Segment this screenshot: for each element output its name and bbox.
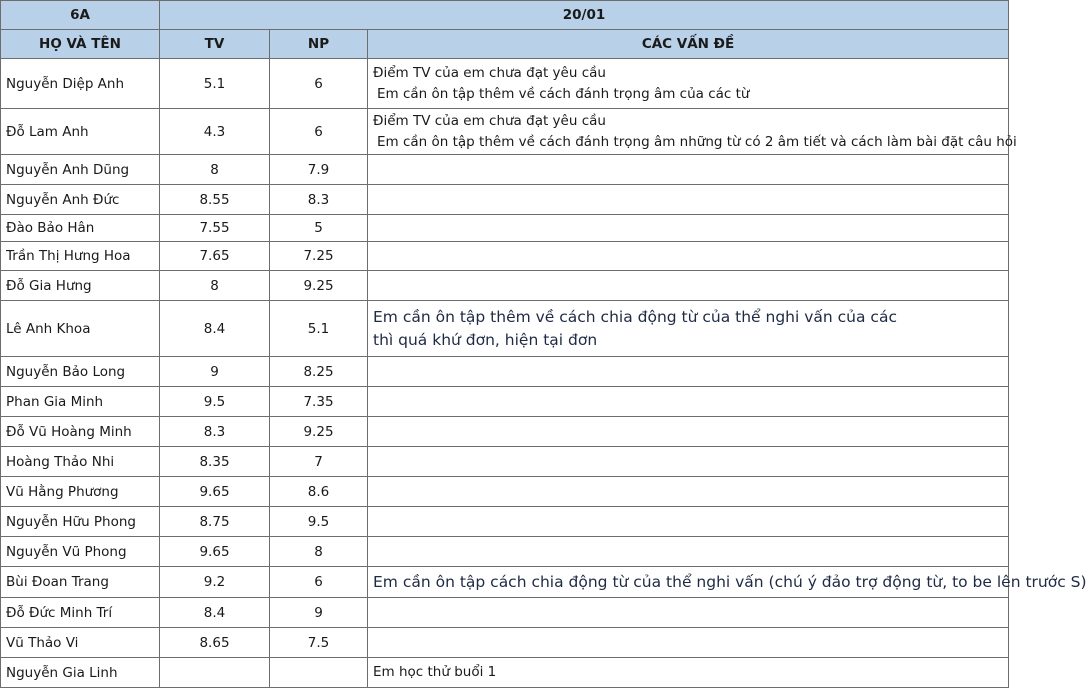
issue-line: Em cần ôn tập thêm về cách đánh trọng âm của các từ [377, 85, 750, 102]
table-row [1, 185, 1009, 215]
tv-score-cell[interactable]: 8 [160, 155, 270, 185]
col-header-name: HỌ VÀ TÊN [1, 30, 160, 59]
student-name-cell[interactable]: Đỗ Lam Anh [1, 109, 160, 155]
np-score-cell[interactable]: 6 [270, 59, 368, 109]
table-row [1, 387, 1009, 417]
table-row [1, 59, 1009, 109]
tv-score-cell[interactable]: 8.55 [160, 185, 270, 215]
np-score-cell[interactable]: 9.25 [270, 417, 368, 447]
issues-cell[interactable] [368, 477, 1009, 507]
table-row [1, 447, 1009, 477]
issues-cell[interactable] [368, 387, 1009, 417]
tv-score-cell[interactable]: 5.1 [160, 59, 270, 109]
student-name-cell[interactable]: Nguyễn Diệp Anh [1, 59, 160, 109]
table-row [1, 628, 1009, 658]
np-score-cell[interactable]: 6 [270, 567, 368, 598]
issues-cell[interactable] [368, 417, 1009, 447]
issue-line: thì quá khứ đơn, hiện tại đơn [373, 330, 598, 349]
issues-cell[interactable] [368, 155, 1009, 185]
issues-cell[interactable] [368, 215, 1009, 242]
np-score-cell[interactable]: 8.6 [270, 477, 368, 507]
issue-line: Điểm TV của em chưa đạt yêu cầu [373, 64, 606, 81]
issues-cell[interactable] [368, 242, 1009, 271]
student-name-cell[interactable]: Trần Thị Hưng Hoa [1, 242, 160, 271]
student-name-cell[interactable]: Đào Bảo Hân [1, 215, 160, 242]
student-name-cell[interactable]: Nguyễn Hữu Phong [1, 507, 160, 537]
tv-score-cell[interactable]: 8.4 [160, 598, 270, 628]
class-label: 6A [1, 1, 160, 30]
student-name-cell[interactable]: Nguyễn Gia Linh [1, 658, 160, 688]
issues-cell[interactable] [368, 567, 1087, 598]
table-row [1, 537, 1009, 567]
np-score-cell[interactable]: 8.3 [270, 185, 368, 215]
tv-score-cell[interactable]: 9.65 [160, 537, 270, 567]
np-score-cell[interactable]: 9.5 [270, 507, 368, 537]
tv-score-cell[interactable]: 8.65 [160, 628, 270, 658]
col-header-issues: CÁC VẤN ĐỀ [368, 30, 1009, 59]
issue-line: Điểm TV của em chưa đạt yêu cầu [373, 112, 606, 129]
table-row [1, 155, 1009, 185]
tv-score-cell[interactable]: 9.2 [160, 567, 270, 598]
issue-line: Em cần ôn tập thêm về cách chia động từ của thể nghi vấn của các [373, 307, 897, 326]
student-name-cell[interactable]: Nguyễn Anh Đức [1, 185, 160, 215]
tv-score-cell[interactable]: 4.3 [160, 109, 270, 155]
np-score-cell[interactable]: 5.1 [270, 301, 368, 357]
np-score-cell[interactable]: 7.35 [270, 387, 368, 417]
tv-score-cell[interactable]: 7.55 [160, 215, 270, 242]
student-name-cell[interactable]: Đỗ Đức Minh Trí [1, 598, 160, 628]
tv-score-cell[interactable]: 7.65 [160, 242, 270, 271]
table-row [1, 658, 1009, 688]
issues-cell[interactable] [368, 357, 1009, 387]
issue-line: Em cần ôn tập cách chia động từ của thể nghi vấn (chú ý đảo trợ động từ, to be lên trước S) [373, 572, 1087, 591]
table-row [1, 477, 1009, 507]
student-name-cell[interactable]: Lê Anh Khoa [1, 301, 160, 357]
student-name-cell[interactable]: Đỗ Vũ Hoàng Minh [1, 417, 160, 447]
date-label: 20/01 [160, 1, 1009, 30]
issues-cell[interactable] [368, 658, 1009, 688]
issues-cell[interactable] [368, 185, 1009, 215]
issues-cell[interactable] [368, 59, 1009, 109]
student-name-cell[interactable]: Phan Gia Minh [1, 387, 160, 417]
table-row [1, 109, 1009, 155]
issues-cell[interactable] [368, 628, 1009, 658]
table-row [1, 215, 1009, 242]
issue-line: Em học thử buổi 1 [373, 664, 497, 680]
np-score-cell[interactable] [270, 658, 368, 688]
header-row-1 [1, 1, 1009, 30]
np-score-cell[interactable]: 8.25 [270, 357, 368, 387]
issues-cell[interactable] [368, 271, 1009, 301]
np-score-cell[interactable]: 7.25 [270, 242, 368, 271]
table-body [1, 59, 1087, 688]
tv-score-cell[interactable]: 8.35 [160, 447, 270, 477]
table-row [1, 598, 1009, 628]
student-name-cell[interactable]: Nguyễn Vũ Phong [1, 537, 160, 567]
student-name-cell[interactable]: Nguyễn Bảo Long [1, 357, 160, 387]
np-score-cell[interactable]: 8 [270, 537, 368, 567]
table-row [1, 507, 1009, 537]
tv-score-cell[interactable]: 8.4 [160, 301, 270, 357]
student-name-cell[interactable]: Đỗ Gia Hưng [1, 271, 160, 301]
student-name-cell[interactable]: Bùi Đoan Trang [1, 567, 160, 598]
issues-cell[interactable] [368, 507, 1009, 537]
table-row [1, 271, 1009, 301]
np-score-cell[interactable]: 5 [270, 215, 368, 242]
np-score-cell[interactable]: 9.25 [270, 271, 368, 301]
student-name-cell[interactable]: Vũ Thảo Vi [1, 628, 160, 658]
table-row [1, 242, 1009, 271]
tv-score-cell[interactable]: 8.3 [160, 417, 270, 447]
issue-line: Em cần ôn tập thêm về cách đánh trọng âm những từ có 2 âm tiết và cách làm bài đặt câu hỏi [377, 133, 1017, 150]
student-name-cell[interactable]: Hoàng Thảo Nhi [1, 447, 160, 477]
tv-score-cell[interactable]: 9.5 [160, 387, 270, 417]
table-row [1, 357, 1009, 387]
tv-score-cell[interactable]: 8.75 [160, 507, 270, 537]
np-score-cell[interactable]: 9 [270, 598, 368, 628]
table-row [1, 417, 1009, 447]
np-score-cell[interactable]: 6 [270, 109, 368, 155]
col-header-tv: TV [160, 30, 270, 59]
np-score-cell[interactable]: 7.5 [270, 628, 368, 658]
table-row [1, 301, 1009, 357]
issues-cell[interactable] [368, 537, 1009, 567]
np-score-cell[interactable]: 7.9 [270, 155, 368, 185]
tv-score-cell[interactable]: 8 [160, 271, 270, 301]
issues-cell[interactable] [368, 109, 1017, 155]
tv-score-cell[interactable]: 9 [160, 357, 270, 387]
tv-score-cell[interactable]: 9.65 [160, 477, 270, 507]
table-row [1, 567, 1009, 598]
tv-score-cell[interactable] [160, 658, 270, 688]
issues-cell[interactable] [368, 447, 1009, 477]
header-row-2 [1, 30, 1009, 59]
student-name-cell[interactable]: Vũ Hằng Phương [1, 477, 160, 507]
issues-cell[interactable] [368, 301, 1009, 357]
issues-cell[interactable] [368, 598, 1009, 628]
student-name-cell[interactable]: Nguyễn Anh Dũng [1, 155, 160, 185]
col-header-np: NP [270, 30, 368, 59]
np-score-cell[interactable]: 7 [270, 447, 368, 477]
